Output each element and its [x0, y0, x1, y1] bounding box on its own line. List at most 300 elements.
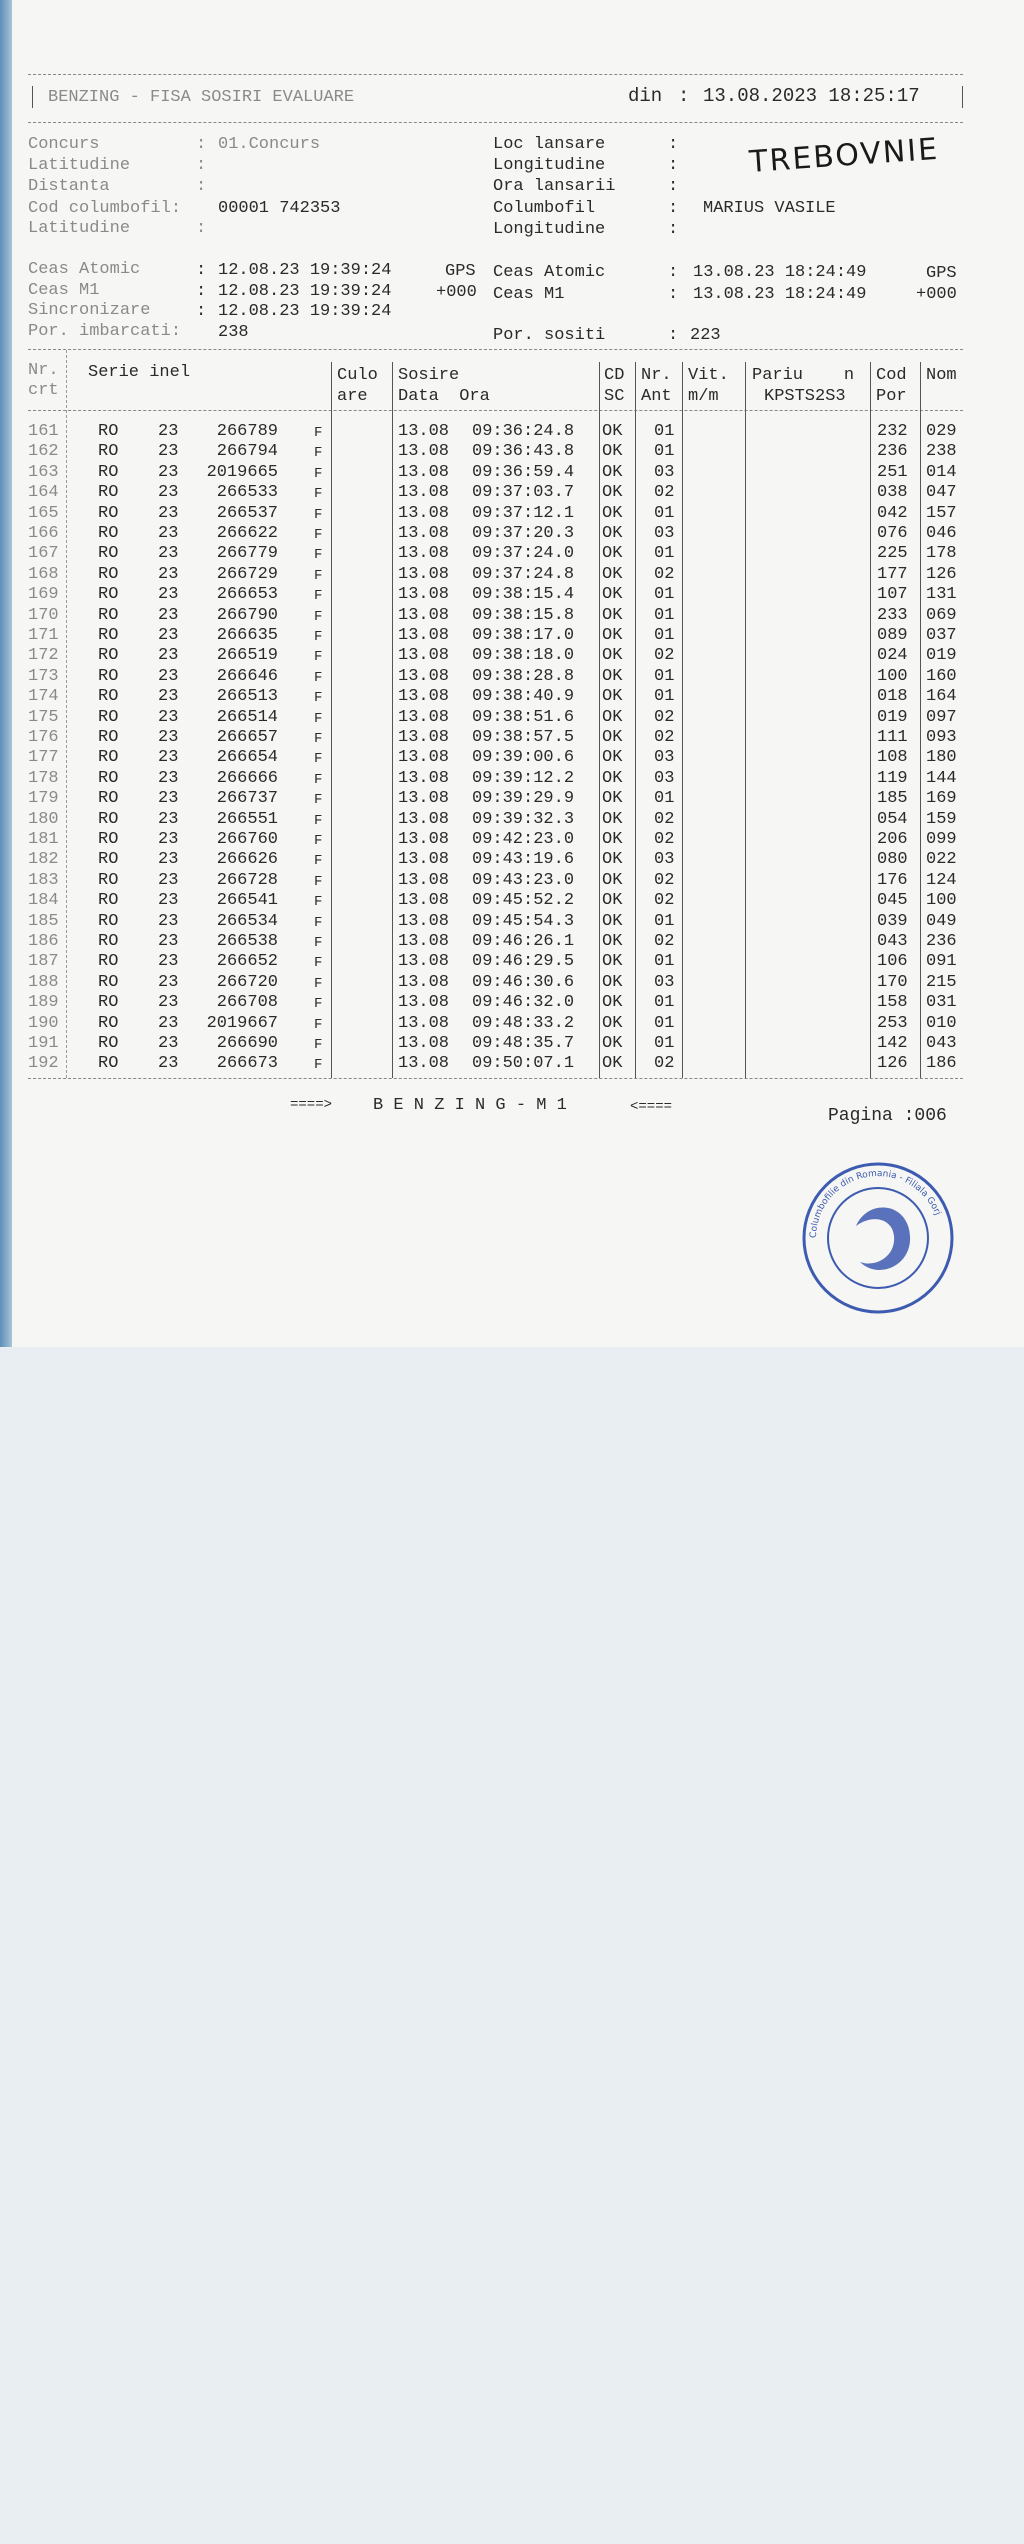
cell-ant: 02: [654, 891, 675, 911]
cell-sex: F: [314, 669, 323, 686]
cell-data: 13.08: [398, 891, 450, 911]
cell-nr: 164: [28, 483, 59, 503]
cell-inel: 2019667: [206, 1013, 278, 1033]
cell-ora: 09:43:23.0: [472, 870, 575, 890]
cell-nom: 091: [926, 952, 957, 972]
col-header-nr: Nr.: [28, 361, 59, 380]
cell-inel: 266690: [216, 1034, 278, 1053]
cell-sex: F: [314, 445, 323, 462]
cell-cd: OK: [602, 768, 623, 788]
footer-brand: B E N Z I N G - M 1: [373, 1096, 567, 1115]
cell-cd: OK: [602, 666, 623, 686]
table-row: [28, 849, 973, 869]
colon: :: [196, 261, 207, 280]
cell-cd: OK: [602, 870, 623, 890]
cell-nr: 191: [28, 1034, 59, 1053]
cell-nr: 179: [28, 789, 59, 809]
cell-nom: 100: [926, 891, 957, 911]
cell-ora: 09:36:43.8: [472, 442, 575, 462]
cell-an: 23: [158, 891, 179, 911]
cell-ant: 01: [654, 605, 675, 625]
sincronizare-value: 12.08.23 19:39:24: [218, 302, 392, 321]
cell-nom: 099: [926, 830, 957, 849]
col-header-sosire: Sosire: [398, 366, 460, 385]
cell-nom: 178: [926, 544, 957, 564]
stamp-ring: [804, 1164, 952, 1312]
cell-an: 23: [158, 809, 179, 829]
cell-cd: OK: [602, 564, 623, 584]
cell-nr: 172: [28, 646, 59, 666]
table-row: [28, 686, 973, 706]
col-header-culoare: Culo: [337, 366, 378, 385]
cell-inel: 266646: [216, 666, 278, 686]
divider: [28, 410, 963, 411]
col-header-kpsts: KPSTS2S3: [764, 387, 846, 406]
cell-nr: 192: [28, 1054, 59, 1074]
cell-nr: 190: [28, 1013, 59, 1033]
cell-inel: 266534: [216, 911, 278, 931]
cell-nr: 176: [28, 728, 59, 747]
cell-data: 13.08: [398, 830, 450, 849]
cell-nom: 131: [926, 585, 957, 605]
cell-tara: RO: [98, 666, 119, 686]
cell-nr: 161: [28, 422, 59, 441]
cell-ora: 09:38:15.4: [472, 585, 575, 605]
ceas-atomic-suffix: GPS: [445, 262, 476, 281]
ceas-m1-arrival-label: Ceas M1: [493, 285, 565, 304]
cell-inel: 266728: [216, 870, 278, 890]
cell-ora: 09:45:52.2: [472, 891, 575, 911]
cell-sex: F: [314, 771, 323, 788]
columbofil-label: Columbofil: [493, 199, 596, 218]
cell-nr: 165: [28, 503, 59, 523]
table-row: [28, 829, 973, 849]
cell-an: 23: [158, 544, 179, 564]
cell-cod: 158: [877, 993, 908, 1013]
table-row: [28, 1013, 973, 1033]
table-row: [28, 564, 973, 584]
cell-ant: 01: [654, 666, 675, 686]
cell-nr: 168: [28, 564, 59, 584]
cell-data: 13.08: [398, 728, 450, 747]
colon: :: [668, 285, 679, 304]
cell-ant: 02: [654, 870, 675, 890]
cell-tara: RO: [98, 442, 119, 462]
cell-ora: 09:36:24.8: [472, 422, 575, 441]
stamp-bird-emblem: [856, 1207, 910, 1270]
cell-sex: F: [314, 649, 323, 666]
cell-sex: F: [314, 975, 323, 992]
cell-sex: F: [314, 873, 323, 890]
cell-cod: 111: [877, 728, 908, 747]
cell-inel: 266794: [216, 442, 278, 462]
cell-cod: 176: [877, 870, 908, 890]
colon: :: [196, 219, 207, 238]
ceas-atomic-arrival-label: Ceas Atomic: [493, 263, 606, 282]
cell-inel: 266779: [216, 544, 278, 564]
cell-sex: F: [314, 690, 323, 707]
cell-sex: F: [314, 751, 323, 768]
cell-cd: OK: [602, 1034, 623, 1053]
cell-ant: 02: [654, 809, 675, 829]
colon: :: [196, 302, 207, 321]
cell-cd: OK: [602, 626, 623, 645]
table-row: [28, 951, 973, 971]
cell-cod: 018: [877, 687, 908, 707]
cell-inel: 266652: [216, 952, 278, 972]
cell-nr: 175: [28, 707, 59, 727]
cell-cd: OK: [602, 646, 623, 666]
table-row: [28, 666, 973, 686]
cell-ora: 09:39:12.2: [472, 768, 575, 788]
cell-nom: 046: [926, 524, 957, 543]
divider: [28, 122, 963, 123]
cell-ant: 02: [654, 564, 675, 584]
cell-ora: 09:43:19.6: [472, 850, 575, 870]
cell-data: 13.08: [398, 442, 450, 462]
cell-ant: 01: [654, 585, 675, 605]
cell-nr: 187: [28, 952, 59, 972]
cell-nom: 069: [926, 605, 957, 625]
cell-data: 13.08: [398, 646, 450, 666]
colon: :: [668, 135, 679, 154]
cell-tara: RO: [98, 952, 119, 972]
cell-ora: 09:46:26.1: [472, 932, 575, 951]
table-row: [28, 809, 973, 829]
cell-ant: 03: [654, 524, 675, 543]
ceas-atomic-arrival-suffix: GPS: [926, 264, 957, 283]
cell-tara: RO: [98, 850, 119, 870]
cell-nom: 144: [926, 768, 957, 788]
cell-ora: 09:45:54.3: [472, 911, 575, 931]
cell-sex: F: [314, 853, 323, 870]
table-row: [28, 707, 973, 727]
cell-sex: F: [314, 425, 323, 441]
cell-nom: 180: [926, 748, 957, 768]
latitudine2-label: Latitudine: [28, 219, 131, 238]
cell-ant: 01: [654, 1013, 675, 1033]
cell-tara: RO: [98, 1054, 119, 1074]
cell-cod: 024: [877, 646, 908, 666]
col-header-culoare-2: are: [337, 387, 368, 406]
cell-tara: RO: [98, 605, 119, 625]
cell-inel: 266626: [216, 850, 278, 870]
cell-an: 23: [158, 728, 179, 747]
table-row: [28, 645, 973, 665]
cell-tara: RO: [98, 870, 119, 890]
cell-nr: 183: [28, 870, 59, 890]
cell-nr: 186: [28, 932, 59, 951]
cell-tara: RO: [98, 483, 119, 503]
cell-an: 23: [158, 1034, 179, 1053]
cell-ora: 09:50:07.1: [472, 1054, 575, 1074]
colon: :: [196, 135, 207, 154]
cell-sex: F: [314, 894, 323, 911]
cell-ant: 01: [654, 911, 675, 931]
cell-inel: 266673: [216, 1054, 278, 1074]
cell-cod: 080: [877, 850, 908, 870]
cell-tara: RO: [98, 972, 119, 992]
cell-nom: 126: [926, 564, 957, 584]
cell-sex: F: [314, 547, 323, 564]
cell-sex: F: [314, 608, 323, 625]
ceas-m1-value: 12.08.23 19:39:24: [218, 282, 392, 301]
cell-tara: RO: [98, 646, 119, 666]
cell-ant: 02: [654, 1054, 675, 1074]
report-date: 13.08.2023 18:25:17: [703, 85, 920, 107]
colon: :: [668, 199, 679, 218]
cell-ora: 09:37:24.0: [472, 544, 575, 564]
cell-cd: OK: [602, 605, 623, 625]
table-row: [28, 747, 973, 767]
cell-nr: 184: [28, 891, 59, 911]
cell-inel: 266538: [216, 932, 278, 951]
cell-ora: 09:38:17.0: [472, 626, 575, 645]
cell-inel: 266708: [216, 993, 278, 1013]
cell-cd: OK: [602, 544, 623, 564]
stamp-inner-ring: [828, 1188, 928, 1288]
cell-cd: OK: [602, 830, 623, 849]
cell-nom: 215: [926, 972, 957, 992]
colon: :: [668, 263, 679, 282]
cell-sex: F: [314, 629, 323, 645]
ora-lansarii-label: Ora lansarii: [493, 177, 616, 196]
col-header-nom: Nom: [926, 366, 957, 385]
cell-ora: 09:46:30.6: [472, 972, 575, 992]
cell-cod: 107: [877, 585, 908, 605]
cell-cd: OK: [602, 687, 623, 707]
sincronizare-label: Sincronizare: [28, 301, 151, 320]
cell-nr: 166: [28, 524, 59, 543]
cell-inel: 266533: [216, 483, 278, 503]
cell-ora: 09:37:03.7: [472, 483, 575, 503]
cell-nr: 189: [28, 993, 59, 1013]
cell-data: 13.08: [398, 952, 450, 972]
colon: :: [668, 177, 679, 196]
cell-nom: 164: [926, 687, 957, 707]
cell-nom: 029: [926, 422, 957, 441]
cell-nom: 037: [926, 626, 957, 645]
cell-an: 23: [158, 870, 179, 890]
cell-nom: 049: [926, 911, 957, 931]
concurs-label: Concurs: [28, 135, 100, 154]
colon: :: [668, 326, 679, 345]
cell-ant: 01: [654, 626, 675, 645]
colon: :: [196, 177, 207, 196]
cell-cd: OK: [602, 972, 623, 992]
cell-nom: 238: [926, 442, 957, 462]
footer-left-arrow: ====>: [290, 1097, 333, 1113]
cell-nom: 097: [926, 707, 957, 727]
sositi-label: Por. sositi: [493, 326, 606, 345]
cell-cd: OK: [602, 911, 623, 931]
cell-inel: 266622: [216, 524, 278, 543]
cell-inel: 266513: [216, 687, 278, 707]
cell-cd: OK: [602, 850, 623, 870]
cell-data: 13.08: [398, 524, 450, 543]
cell-an: 23: [158, 768, 179, 788]
cell-sex: F: [314, 527, 323, 543]
date-label: din: [628, 85, 663, 107]
concurs-value: 01.Concurs: [218, 135, 321, 154]
cell-tara: RO: [98, 809, 119, 829]
cell-ant: 01: [654, 687, 675, 707]
cell-nr: 171: [28, 626, 59, 645]
cell-nr: 177: [28, 748, 59, 768]
cell-cd: OK: [602, 789, 623, 809]
cell-nr: 170: [28, 605, 59, 625]
cell-ora: 09:37:12.1: [472, 503, 575, 523]
cell-data: 13.08: [398, 789, 450, 809]
table-row: [28, 870, 973, 890]
cell-data: 13.08: [398, 503, 450, 523]
cell-cod: 236: [877, 442, 908, 462]
table-row: [28, 462, 973, 482]
cell-an: 23: [158, 1013, 179, 1033]
cell-ora: 09:42:23.0: [472, 830, 575, 849]
cell-cod: 170: [877, 972, 908, 992]
cell-data: 13.08: [398, 870, 450, 890]
cell-sex: F: [314, 812, 323, 829]
cell-ora: 09:39:29.9: [472, 789, 575, 809]
cell-sex: F: [314, 465, 323, 482]
table-row: [28, 1053, 973, 1073]
cell-data: 13.08: [398, 850, 450, 870]
cell-an: 23: [158, 483, 179, 503]
cell-cod: 206: [877, 830, 908, 849]
cell-data: 13.08: [398, 1013, 450, 1033]
ceas-m1-label: Ceas M1: [28, 281, 100, 300]
cell-sex: F: [314, 710, 323, 727]
cell-ora: 09:38:40.9: [472, 687, 575, 707]
cell-sex: F: [314, 996, 323, 1013]
cell-nom: 159: [926, 809, 957, 829]
col-header-pariu: Pariu n: [752, 366, 855, 385]
table-row: [28, 482, 973, 502]
cell-ora: 09:38:57.5: [472, 728, 575, 747]
cell-ant: 03: [654, 850, 675, 870]
cell-inel: 266789: [216, 422, 278, 441]
cell-an: 23: [158, 1054, 179, 1074]
border: [962, 86, 963, 108]
distanta-label: Distanta: [28, 177, 110, 196]
cell-data: 13.08: [398, 972, 450, 992]
loc-lansare-label: Loc lansare: [493, 135, 606, 154]
cell-tara: RO: [98, 564, 119, 584]
cell-sex: F: [314, 914, 323, 931]
table-row: [28, 421, 973, 441]
cell-cd: OK: [602, 952, 623, 972]
cell-nom: 124: [926, 870, 957, 890]
col-header-ant: Ant: [641, 387, 672, 406]
table-row: [28, 584, 973, 604]
cell-inel: 266519: [216, 646, 278, 666]
cell-ant: 01: [654, 789, 675, 809]
imbarcati-label: Por. imbarcati:: [28, 322, 182, 341]
cell-data: 13.08: [398, 1034, 450, 1053]
cell-sex: F: [314, 833, 323, 849]
cell-cod: 126: [877, 1054, 908, 1074]
cell-sex: F: [314, 1037, 323, 1053]
cell-inel: 266729: [216, 564, 278, 584]
cell-an: 23: [158, 442, 179, 462]
cell-sex: F: [314, 792, 323, 809]
cell-ant: 02: [654, 932, 675, 951]
longitudine-label: Longitudine: [493, 156, 606, 175]
cell-sex: F: [314, 731, 323, 747]
cell-an: 23: [158, 462, 179, 482]
cell-ora: 09:46:29.5: [472, 952, 575, 972]
cell-sex: F: [314, 1016, 323, 1033]
cell-an: 23: [158, 911, 179, 931]
cell-nr: 178: [28, 768, 59, 788]
cell-cd: OK: [602, 422, 623, 441]
cell-data: 13.08: [398, 809, 450, 829]
cell-an: 23: [158, 972, 179, 992]
cell-inel: 266551: [216, 809, 278, 829]
footer-right-arrow: <====: [630, 1099, 673, 1115]
cell-ant: 01: [654, 503, 675, 523]
cell-ant: 01: [654, 952, 675, 972]
handwritten-signature: TREBOVNIE: [748, 131, 941, 180]
cell-nom: 022: [926, 850, 957, 870]
cell-cod: 054: [877, 809, 908, 829]
table-row: [28, 911, 973, 931]
cell-ant: 02: [654, 483, 675, 503]
cell-sex: F: [314, 588, 323, 605]
ceas-atomic-arrival-value: 13.08.23 18:24:49: [693, 263, 867, 282]
cell-ant: 02: [654, 707, 675, 727]
cell-ora: 09:38:18.0: [472, 646, 575, 666]
cell-nr: 185: [28, 911, 59, 931]
cell-ora: 09:46:32.0: [472, 993, 575, 1013]
cell-inel: 266657: [216, 728, 278, 747]
cell-cod: 251: [877, 462, 908, 482]
cell-nom: 014: [926, 462, 957, 482]
cell-cod: 185: [877, 789, 908, 809]
cell-cd: OK: [602, 993, 623, 1013]
imbarcati-value: 238: [218, 323, 249, 342]
table-row: [28, 523, 973, 543]
cell-nr: 162: [28, 442, 59, 462]
cell-tara: RO: [98, 993, 119, 1013]
col-header-crt: crt: [28, 381, 59, 400]
cell-cd: OK: [602, 809, 623, 829]
table-row: [28, 503, 973, 523]
cell-inel: 266541: [216, 891, 278, 911]
cell-inel: 266760: [216, 830, 278, 849]
cell-sex: F: [314, 506, 323, 523]
cell-nom: 160: [926, 666, 957, 686]
ceas-atomic-label: Ceas Atomic: [28, 260, 141, 279]
cell-ora: 09:37:20.3: [472, 524, 575, 543]
cell-nom: 019: [926, 646, 957, 666]
cell-data: 13.08: [398, 687, 450, 707]
cell-nr: 163: [28, 462, 59, 482]
cell-cod: 233: [877, 605, 908, 625]
cell-ora: 09:38:15.8: [472, 605, 575, 625]
cell-nom: 047: [926, 483, 957, 503]
cell-data: 13.08: [398, 993, 450, 1013]
cell-cod: 042: [877, 503, 908, 523]
cell-cd: OK: [602, 483, 623, 503]
cell-inel: 266514: [216, 707, 278, 727]
cell-inel: 266790: [216, 605, 278, 625]
cell-cd: OK: [602, 442, 623, 462]
cell-data: 13.08: [398, 585, 450, 605]
cell-nom: 157: [926, 503, 957, 523]
cell-cod: 076: [877, 524, 908, 543]
